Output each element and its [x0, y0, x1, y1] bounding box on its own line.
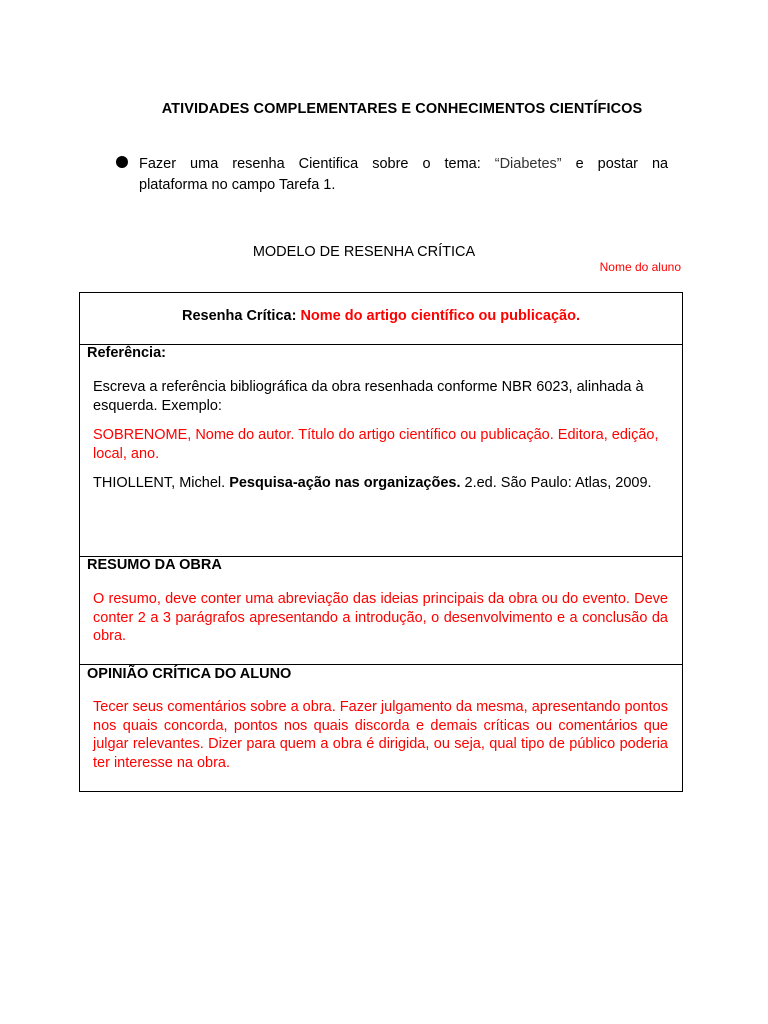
task-word: Fazer	[139, 156, 177, 172]
summary-label: RESUMO DA OBRA	[87, 557, 222, 573]
reference-label: Referência:	[87, 345, 166, 361]
review-header-label: Resenha Crítica:	[181, 308, 297, 324]
model-title: MODELO DE RESENHA CRÍTICA	[252, 244, 476, 260]
reference-format: SOBRENOME, Nome do autor. Título do artigo científico ou publicação. Editora, edição, local, ano.	[93, 427, 659, 462]
task-word: Cientifica	[298, 156, 359, 172]
task-word: na	[651, 156, 669, 172]
student-name-placeholder: Nome do aluno	[599, 260, 681, 274]
task-word: uma	[190, 156, 219, 172]
task-word: postar	[597, 156, 638, 172]
example-rest: 2.ed. São Paulo: Atlas, 2009.	[464, 475, 652, 491]
example-author: THIOLLENT, Michel.	[93, 475, 226, 491]
opinion-text: Tecer seus comentários sobre a obra. Fazer julgamento da mesma, apresentando pontos nos quais concorda, pontos nos quais discorda e demais críticas ou comentários que julgar relevantes. Dizer para quem a obra é dirigida, ou seja, qual tipo de público poderia ter interesse na obra.	[93, 699, 668, 771]
task-word: tema:	[444, 156, 481, 172]
task-word: resenha	[232, 156, 285, 172]
reference-instruction: Escreva a referência bibliográfica da obra resenhada conforme NBR 6023, alinhada à esquerda. Exemplo:	[93, 379, 644, 414]
opinion-label: OPINIÃO CRÍTICA DO ALUNO	[87, 666, 292, 682]
summary-text: O resumo, deve conter uma abreviação das ideias principais da obra ou do evento. Deve conter 2 a 3 parágrafos apresentando a introdução, o desenvolvimento e a conclusão da obra.	[93, 591, 668, 644]
row-divider	[80, 344, 682, 345]
review-table	[79, 292, 683, 792]
task-line2: plataforma no campo Tarefa 1.	[139, 177, 336, 193]
task-word: e	[575, 156, 584, 172]
review-header-value: Nome do artigo científico ou publicação.	[300, 308, 581, 324]
example-title: Pesquisa-ação nas organizações.	[229, 475, 461, 491]
task-instruction	[139, 154, 668, 196]
row-divider	[80, 664, 682, 665]
task-topic: “Diabetes”	[494, 156, 562, 172]
review-header	[80, 308, 682, 324]
reference-example	[93, 474, 668, 493]
task-word: sobre	[372, 156, 409, 172]
bullet-icon	[116, 156, 128, 168]
document-title: ATIVIDADES COMPLEMENTARES E CONHECIMENTOS CIENTÍFICOS	[161, 101, 643, 117]
task-word: o	[422, 156, 431, 172]
